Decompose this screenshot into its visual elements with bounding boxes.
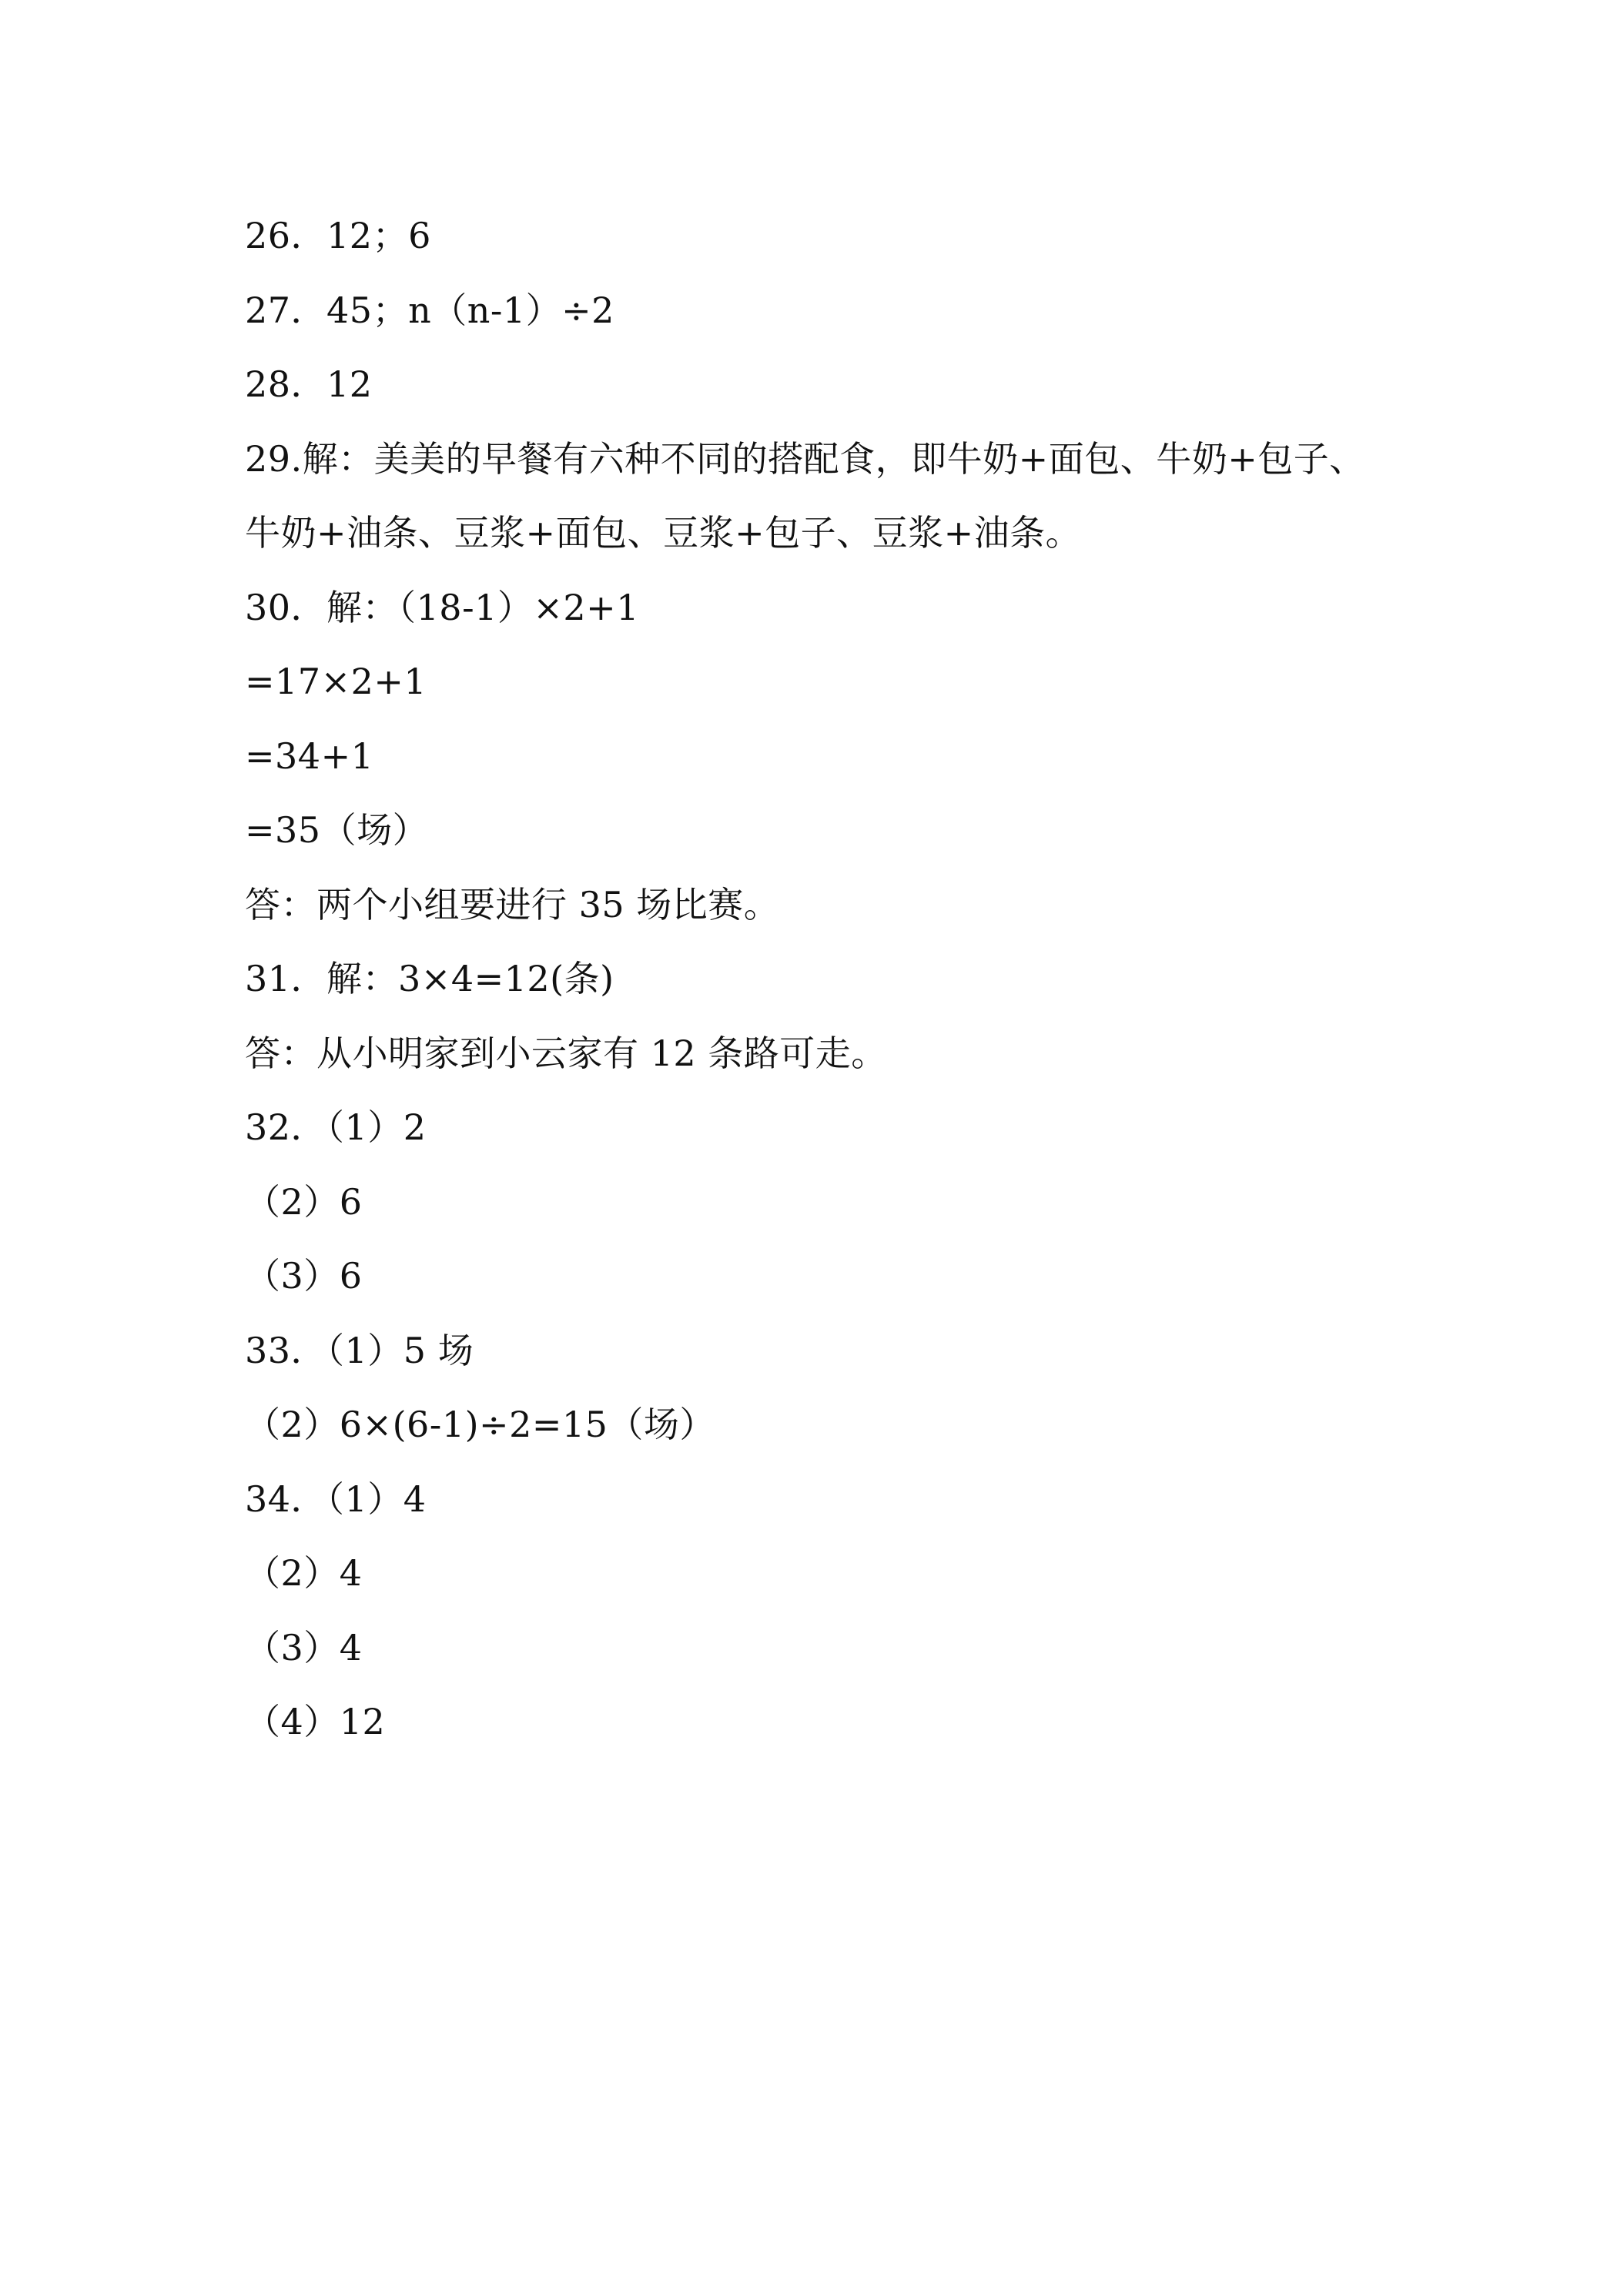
answer-line-32: 32．（1）2 [245, 1106, 427, 1148]
answer-line-29: 29.解：美美的早餐有六种不同的搭配食，即牛奶+面包、牛奶+包子、 [245, 437, 1365, 480]
answer-line-26: 26．12；6 [245, 215, 431, 256]
sub-answer: （2）6×(6-1)÷2=15（场） [245, 1404, 715, 1445]
sub-answer: （3）6 [245, 1255, 363, 1297]
answer-statement-31: 答：从小明家到小云家有 12 条路可走。 [245, 1032, 887, 1074]
sub-answer: （4）12 [245, 1701, 386, 1742]
sub-answer: （2）4 [245, 1552, 363, 1594]
answer-statement-30: 答：两个小组要进行 35 场比赛。 [245, 883, 780, 925]
answer-line-28: 28．12 [245, 363, 373, 405]
sub-answer: （2）6 [245, 1180, 363, 1223]
answer-line-27: 27．45；n（n-1）÷2 [245, 289, 614, 331]
answer-line-31: 31．解：3×4=12(条) [245, 958, 614, 999]
answer-line-29-continued: 牛奶+油条、豆浆+面包、豆浆+包子、豆浆+油条。 [245, 512, 1082, 554]
answer-line-33: 33．（1）5 场 [245, 1329, 474, 1371]
calculation-step: =34+1 [245, 735, 374, 777]
sub-answer: （3）4 [245, 1626, 363, 1668]
answer-list [245, 199, 1400, 1759]
answer-line-30: 30．解：（18-1）×2+1 [245, 586, 639, 628]
answer-line-34: 34．（1）4 [245, 1478, 427, 1520]
calculation-step: =17×2+1 [245, 661, 427, 702]
calculation-result: =35（场） [245, 809, 429, 851]
